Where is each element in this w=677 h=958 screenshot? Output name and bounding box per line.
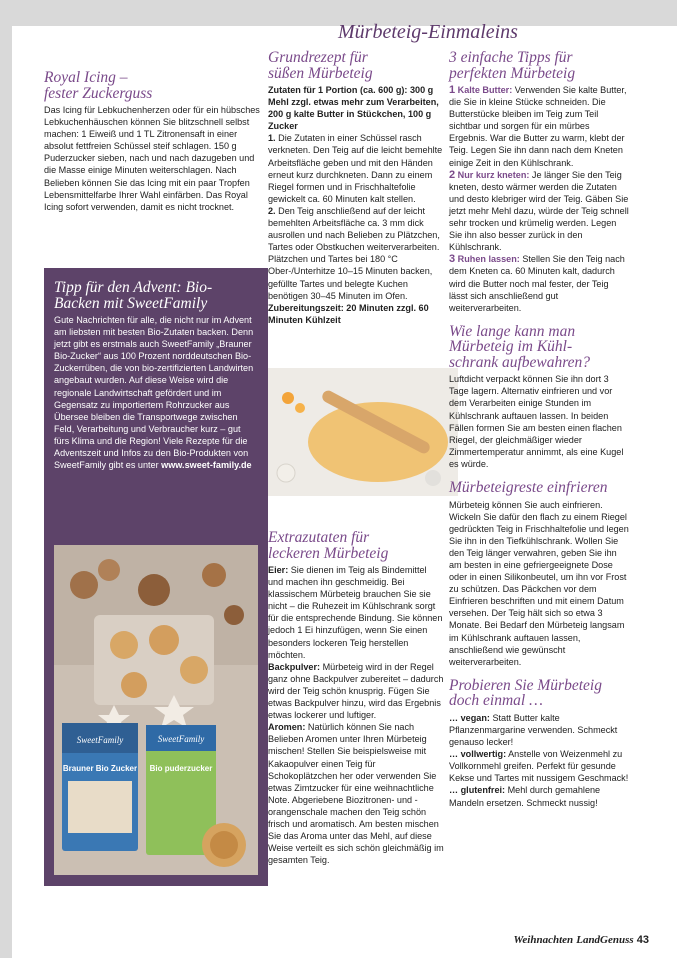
aufbewahren-title-line2: Mürbeteig im Kühl- (449, 338, 573, 356)
tip2-label: Nur kurz kneten: (455, 169, 530, 180)
step2-number: 2. (268, 205, 276, 216)
einfrieren-section (449, 480, 629, 668)
advent-tip-body (54, 314, 258, 471)
page-footer (513, 934, 649, 946)
tip2-number: 2 (449, 168, 456, 181)
advent-tip-box (44, 268, 268, 886)
footer-brand: LandGenuss (576, 934, 634, 946)
aufbewahren-title-line1: Wie lange kann man (449, 322, 576, 340)
tip2-text: Je länger Sie den Teig kneten, desto wärmer werden die Zutaten und desto klebriger wird der Teig. Gäben Sie jetzt mehr Mehl dazu, würde der Teig schnell sehr trocken und krümelig werden. Legen Sie ihn also besser zurück in den Kühlschrank. (449, 169, 629, 253)
cookies-photo (54, 545, 258, 875)
probieren-section (449, 678, 629, 809)
aufbewahren-title-line3: schrank aufbewahren? (449, 353, 591, 371)
grundrezept-title (268, 50, 444, 81)
eier-text: Sie dienen im Teig als Bindemittel und machen ihn geschmeidig. Bei klassischem Mürbeteig brauchen Sie sie nicht – die Ruhezeit im Kühlschrank sorgt für die entsprechende Bindung. Sie können jedoch 1 Ei hinzufügen, wenn Sie einen besonders lockeren Teig herstellen möchten. (268, 565, 443, 660)
pack1-brand: SweetFamily (76, 735, 124, 745)
pack2-label: Bio puderzucker (149, 764, 213, 773)
aufbewahren-body: Luftdicht verpackt können Sie ihn dort 3 Tage lagern. Alternativ einfrieren und vor dem Verarbeiten einige Stunden im Kühlschrank auftauen lassen. In beiden Fällen formen Sie am besten einen flachen Riegel, der gleichmäßiger wieder Zimmertemperatur annimmt, als eine Kugel es würde. (449, 374, 624, 469)
column-recipe (268, 50, 444, 336)
grundrezept-section (268, 50, 444, 326)
sweet-family-link[interactable]: www.sweet-family.de (161, 460, 252, 471)
extrazutaten-title-line2: leckeren Mürbeteig (268, 544, 389, 562)
royal-icing-body: Das Icing für Lebkuchenherzen oder für ein hübsches Lebkuchenhäuschen können Sie blitzschnell selbst machen: 1 Eiweiß und 1 TL Zitronensaft in einer absolut fettfreien Schüssel steif schlagen. 150 g Puderzucker sieben, nach und nach dazugeben und die Masse einige Minuten weiterschlagen. Nach Belieben können Sie das Icing mit ein paar Tropfen Lebensmittelfarbe Ihrer Wahl einfärben. Das Royal Icing sofort verwenden, damit es nicht trocknet. (44, 105, 260, 212)
probieren-title (449, 678, 629, 709)
advent-tip-title (54, 280, 258, 311)
glutenfrei-label: … glutenfrei: (449, 785, 506, 796)
tip1-label: Kalte Butter: (455, 85, 513, 95)
tipps-title-line1: 3 einfache Tipps für (449, 49, 573, 66)
aromen-text: Natürlich können Sie nach Belieben Aromen unter Ihren Mürbeteig mischen! Stellen Sie beispielsweise mit Kakaopulver einen Teig für Schokoplätzchen her oder verwenden Sie etwas Zimtzucker für eine weihnachtliche Note. Abgeriebene Biozitronen- und -orangenschale machen den Teig schön frisch und aromatisch. Am besten mischen Sie das Aroma unter das Mehl, auf diese Weise verteilt es sich schön gleichmäßig im gesamten Teig. (268, 722, 444, 866)
royal-icing-section (44, 70, 262, 213)
tip3-number: 3 (449, 253, 456, 266)
tipps-title-line2: perfekten Mürbeteig (449, 64, 576, 82)
extrazutaten-title-line1: Extrazutaten für (268, 529, 370, 546)
page-title: Mürbeteig-Einmaleins (338, 21, 518, 43)
einfrieren-body: Mürbeteig können Sie auch einfrieren. Wickeln Sie dafür den flach zu einem Riegel gedrückten Teig in Frischhaltefolie und legen Sie ihn in den Tiefkühlschrank. Wollen Sie den Teig länger verwahren, geben Sie ihn am besten in eine gefriergeeignete Dose oder in einen Silikonbeutel, um ihn vor Frost zu schützen. Das Päckchen vor dem Einfrieren beschriften und mit einem Datum versehen. Der Teig hält sich so etwa 3 Monate. Bei Bedarf den Mürbeteig langsam im Kühlschrank auftauen lassen, anschließend wie gewünscht weiterverarbeiten. (449, 499, 629, 667)
extrazutaten-title (268, 530, 444, 561)
grundrezept-title-line1: Grundrezept für (268, 49, 368, 66)
royal-icing-title (44, 70, 262, 101)
backpulver-text: Mürbeteig wird in der Regel ganz ohne Backpulver zubereitet – dadurch wird der Teig schön knusprig. Fügen Sie etwas Backpulver hinzu, wird das Ergebnis etwas lockerer und luftiger. (268, 661, 444, 721)
step1-number: 1. (268, 133, 276, 144)
step1-text: Die Zutaten in einer Schüssel rasch verkneten. Den Teig auf die leicht bemehlte Arbeitsfläche geben und mit den Händen erneut kurz durchkneten. Dann zu einem Riegel formen und in Frischhaltefolie gewickelt ca. 60 Minuten kalt stellen. (268, 133, 443, 204)
vollwertig-text: Anstelle von Weizenmehl zu Vollkornmehl greifen. Perfekt für gesunde Kekse und Tartes mit nussigem Geschmack! (449, 749, 629, 784)
glutenfrei-text: Mehl durch gemahlene Mandeln ersetzen. Schmeckt nussig! (449, 785, 601, 808)
tipps-section (449, 50, 629, 314)
column-tips (449, 50, 629, 819)
advent-tip-text: Gute Nachrichten für alle, die nicht nur im Advent am liebsten mit besten Bio-Zutaten backen. Denn jetzt gibt es erstmals auch SweetFamily „Brauner Bio-Zucker“ aus 100 Prozent norddeutschen Bio-Zuckerrüben, die von bio-zertifizierten Landwirten angebaut wurden. Auf diese Weise wird die regionale Landwirtschaft gefördert und im Gegensatz zu importiertem Rohrzucker aus Übersee bleiben die Transportwege zwischen Feld, Verarbeitung und Verbraucher kurz – gut fürs Klima und die Region! Viele Rezepte für die Adventszeit und Infos zu den Bio-Produkten von SweetFamily gibt es unter (54, 315, 254, 471)
royal-icing-title-line1: Royal Icing – (44, 69, 128, 86)
royal-icing-title-line2: fester Zuckerguss (44, 84, 153, 102)
aufbewahren-section (449, 324, 629, 470)
eier-label: Eier: (268, 565, 289, 575)
rolling-pin-photo (268, 368, 458, 496)
preparation-time: Zubereitungszeit: 20 Minuten zzgl. 60 Minuten Kühlzeit (268, 302, 429, 325)
backpulver-label: Backpulver: (268, 661, 321, 672)
grundrezept-ingredients: Zutaten für 1 Portion (ca. 600 g): 300 g Mehl zzgl. etwas mehr zum Verarbeiten, 200 g kalte Butter in Stückchen, 100 g Zucker (268, 85, 439, 132)
einfrieren-title: Mürbeteigreste einfrieren (449, 479, 608, 497)
pack2-brand: SweetFamily (157, 734, 205, 744)
grundrezept-title-line2: süßen Mürbeteig (268, 64, 373, 82)
probieren-title-line2: doch einmal … (449, 692, 543, 710)
vegan-label: … vegan: (449, 712, 490, 723)
probieren-title-line1: Probieren Sie Mürbeteig (449, 676, 602, 694)
pack1-label: Brauner Bio Zucker (62, 764, 138, 773)
tip1-number: 1 (449, 84, 456, 96)
step2-text: Den Teig anschließend auf der leicht bemehlten Arbeitsfläche ca. 3 mm dick ausrollen und nach Belieben zu Plätzchen, Tartes oder Obstkuchen weiterverarbeiten. Plätzchen und Tartes bei 180 °C Ober-/Unterhitze 10–15 Minuten backen, gefüllte Tartes und belegte Kuchen benötigen 30–45 Minuten im Ofen. (268, 205, 440, 301)
aromen-label: Aromen: (268, 722, 306, 733)
advent-tip-title-line1: Tipp für den Advent: Bio- (54, 279, 213, 296)
footer-magazine: Weihnachten (513, 934, 574, 946)
tip3-label: Ruhen lassen: (455, 254, 520, 265)
tip1-text: Verwenden Sie kalte Butter, die Sie in kleine Stücke schneiden. Die Butterstücke bleiben im Teig zum Teil sichtbar und sorgen für ein mürbes Ergebnis. War die Butter zu warm, klebt der Teig. Legen Sie ihn dann nach dem Kneten einige Zeit in den Kühlschrank. (449, 85, 627, 168)
page-number: 43 (636, 934, 649, 946)
tipps-title (449, 50, 629, 81)
cookies-illustration (54, 545, 258, 875)
extrazutaten-section (268, 530, 444, 866)
vegan-text: Statt Butter kalte Pflanzenmargarine verwenden. Schmeckt genauso lecker! (449, 712, 618, 748)
aufbewahren-title (449, 324, 629, 371)
advent-tip-title-line2: Backen mit SweetFamily (54, 294, 208, 312)
rolling-pin-illustration (268, 368, 458, 496)
vollwertig-label: … vollwertig: (449, 749, 507, 760)
tip3-text: Stellen Sie den Teig nach dem Kneten ca. 60 Minuten kalt, dadurch wird die Butter noch mal fester, der Teig lässt sich anschließend gut weiterverarbeiten. (449, 254, 625, 313)
